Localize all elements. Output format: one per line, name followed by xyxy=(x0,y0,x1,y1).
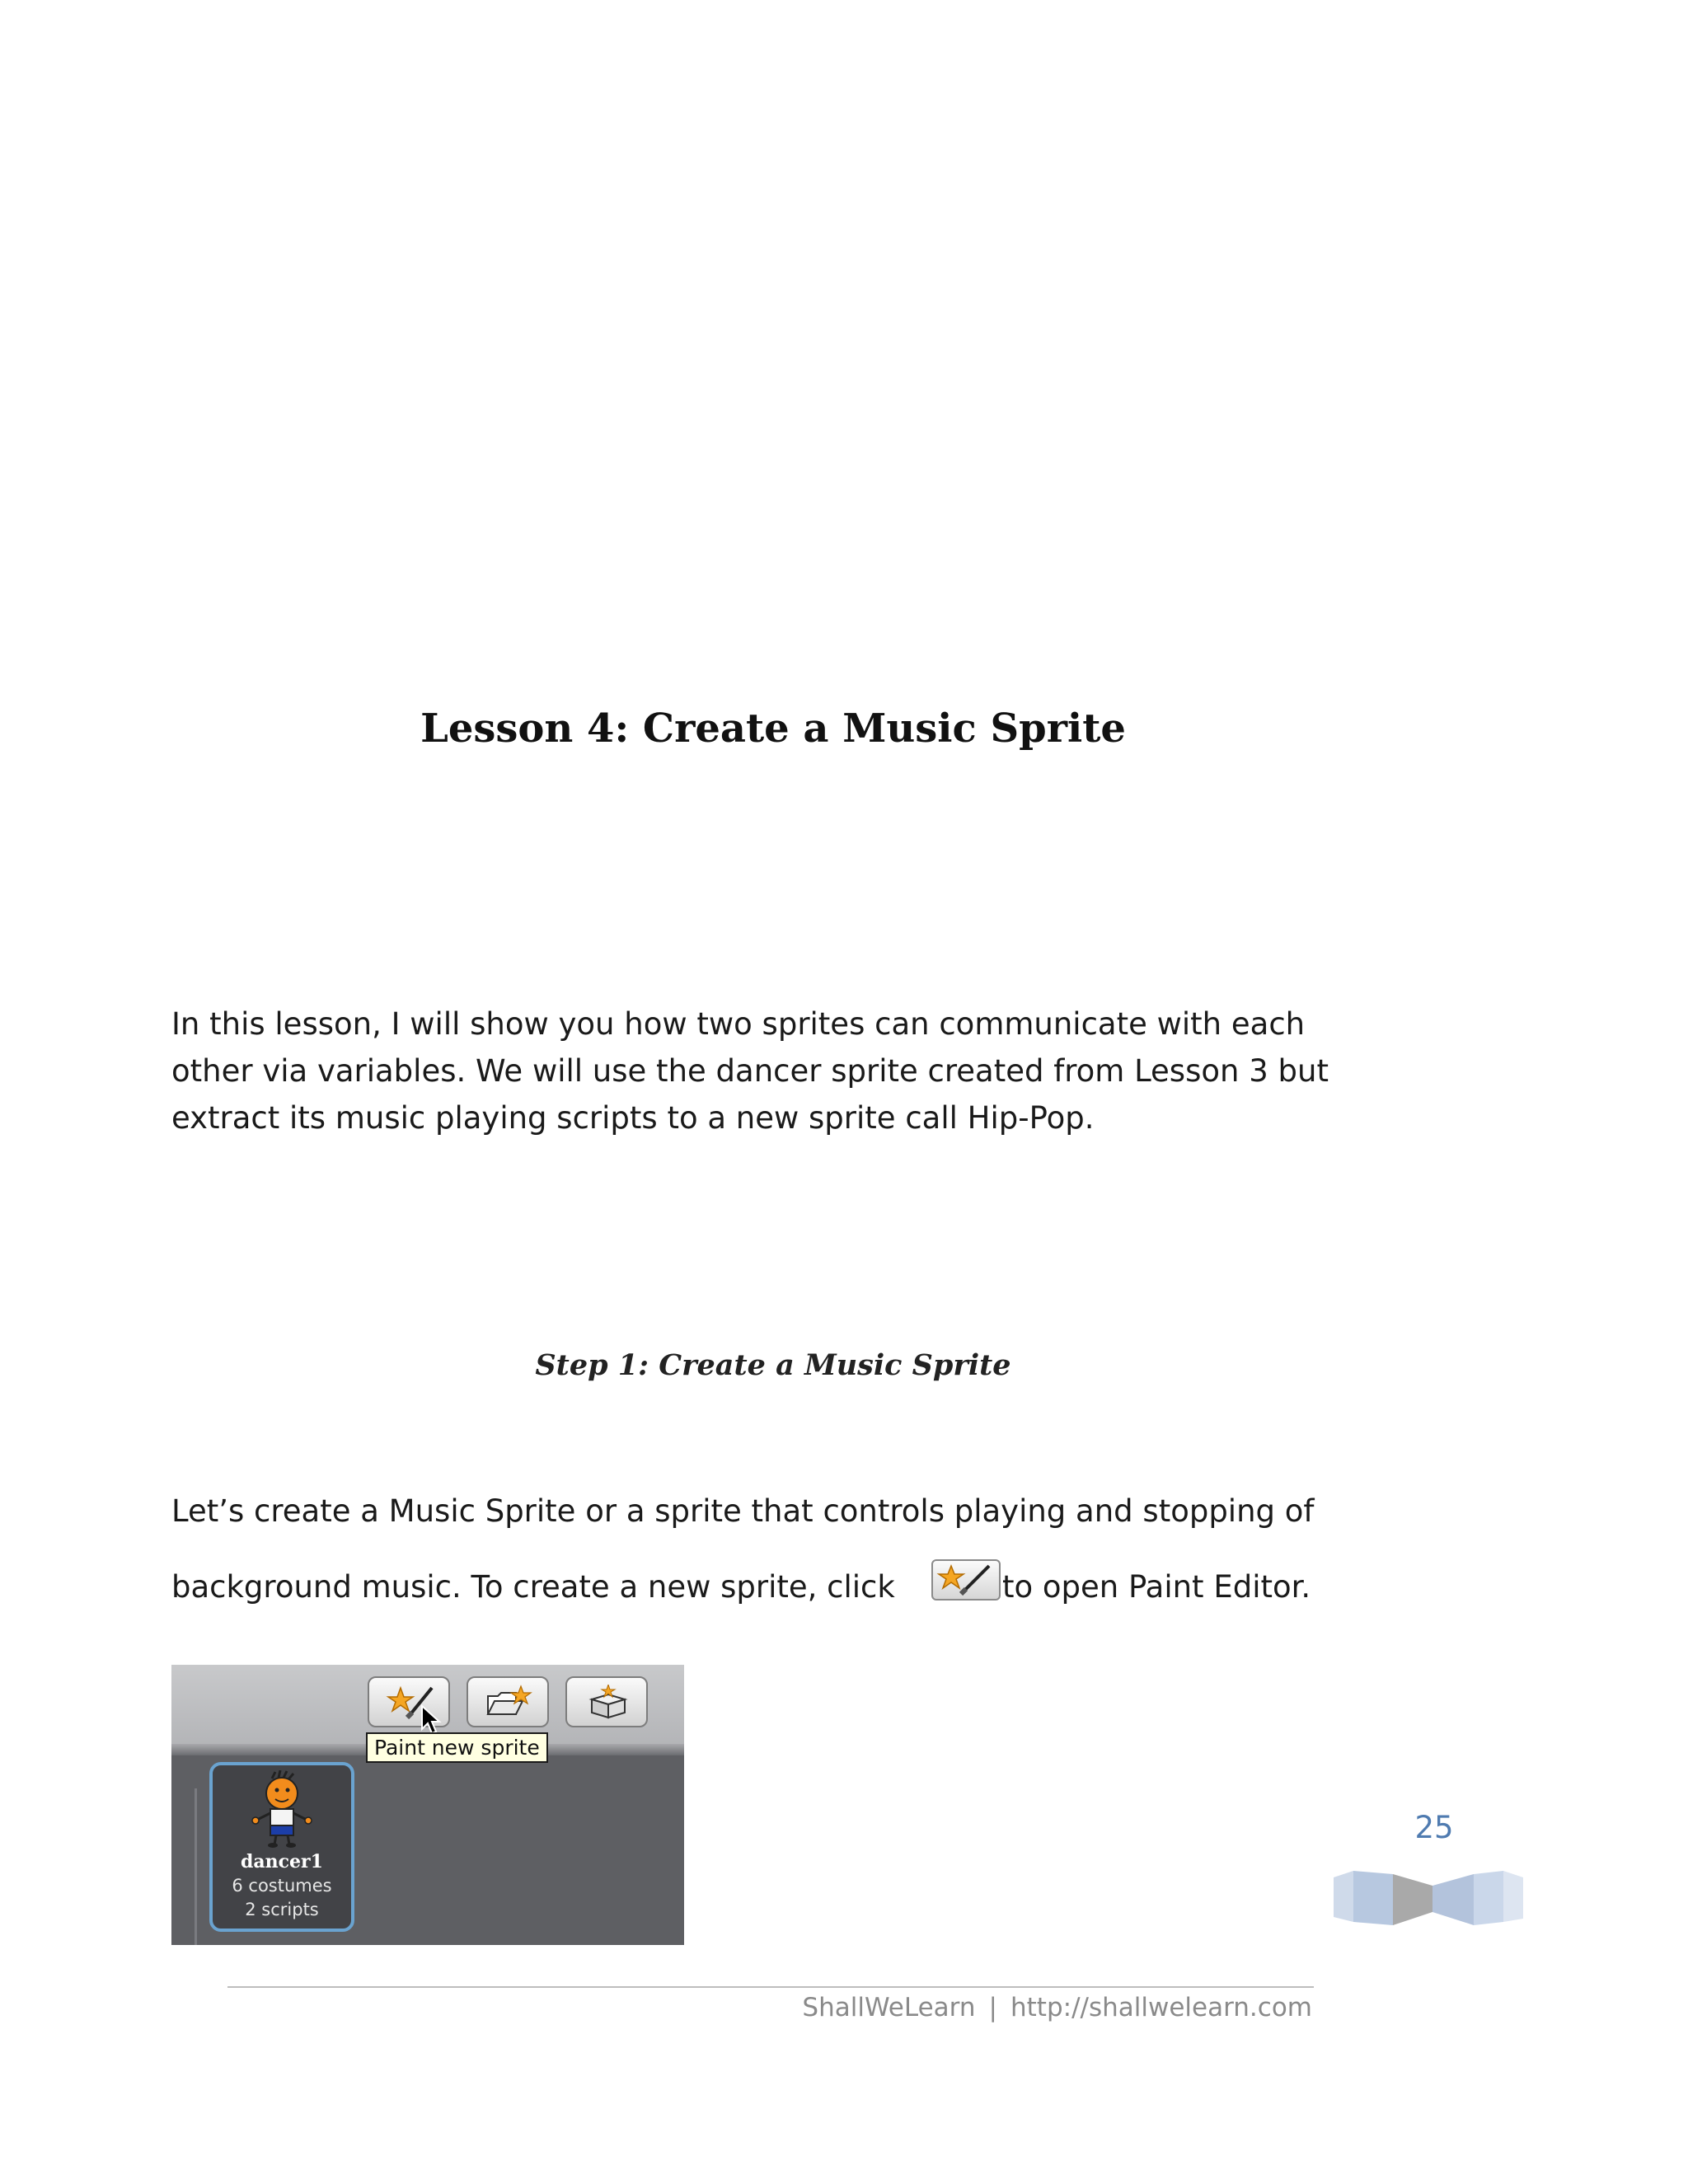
sprite-script-count: 2 scripts xyxy=(245,1900,319,1919)
page-number-ribbon-decoration xyxy=(1334,1871,1523,1932)
step-title: Step 1: Create a Music Sprite xyxy=(535,1348,1011,1382)
page-footer xyxy=(227,1993,1312,2022)
lesson-title: Lesson 4: Create a Music Sprite xyxy=(420,705,1126,752)
sprite-panel-divider xyxy=(195,1788,197,1945)
paint-new-sprite-tooltip: Paint new sprite xyxy=(366,1732,548,1763)
footer-divider xyxy=(227,1986,1314,1988)
paint-new-sprite-icon xyxy=(933,1561,999,1599)
scratch-sprite-panel-screenshot xyxy=(171,1665,684,1945)
intro-line: In this lesson, I will show you how two sprites can communicate with each xyxy=(171,1006,1306,1042)
intro-line: extract its music playing scripts to a new sprite call Hip-Pop. xyxy=(171,1100,1095,1136)
footer-brand: ShallWeLearn xyxy=(802,1993,976,2022)
intro-paragraph xyxy=(171,1001,1457,1141)
get-surprise-sprite-button[interactable] xyxy=(565,1676,648,1727)
surprise-sprite-icon xyxy=(584,1685,633,1721)
step-paragraph-line: to open Paint Editor. xyxy=(1002,1569,1311,1605)
sprite-costume-count: 6 costumes xyxy=(232,1876,332,1896)
open-sprite-folder-icon xyxy=(485,1685,534,1721)
mouse-cursor-icon xyxy=(420,1704,442,1736)
step-paragraph-line: Let’s create a Music Sprite or a sprite that controls playing and stopping of xyxy=(171,1493,1315,1529)
dancer-sprite-icon xyxy=(246,1770,320,1849)
choose-sprite-from-file-button[interactable] xyxy=(467,1676,549,1727)
paint-new-sprite-inline-button xyxy=(931,1559,1001,1601)
sprite-name: dancer1 xyxy=(241,1851,323,1872)
intro-line: other via variables. We will use the dancer sprite created from Lesson 3 but xyxy=(171,1053,1329,1089)
step-paragraph-line: background music. To create a new sprite, click xyxy=(171,1569,895,1605)
sprite-thumbnail-dancer1[interactable] xyxy=(209,1762,354,1932)
footer-separator: | xyxy=(988,1993,997,2022)
footer-url-link[interactable]: http://shallwelearn.com xyxy=(1010,1993,1312,2022)
page-number: 25 xyxy=(1414,1810,1454,1845)
